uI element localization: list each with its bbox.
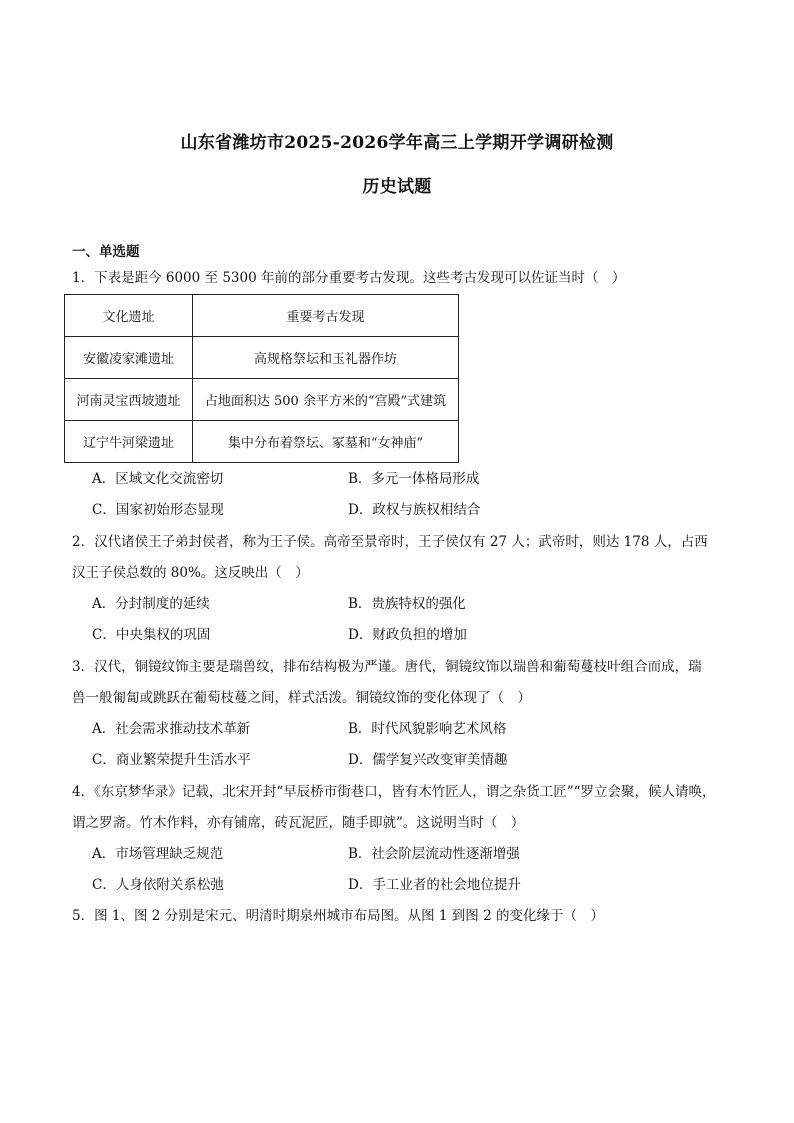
table-row: [65, 337, 459, 379]
question-5-stem: 5．图 1、图 2 分别是宋元、明清时期泉州城市布局图。从图 1 到图 2 的变化缘于（ ）: [72, 908, 604, 924]
question-2-stem-line: 汉王子侯总数的 80%。这反映出（ ）: [72, 565, 309, 581]
table-header-cell: 重要考古发现: [193, 295, 459, 337]
option-a: A．分封制度的延续: [92, 596, 210, 612]
table-row: [65, 421, 459, 463]
option-d: D．政权与族权相结合: [348, 502, 481, 518]
table-cell: 河南灵宝西坡遗址: [65, 379, 193, 421]
table-cell: 集中分布着祭坛、冢墓和“女神庙”: [193, 421, 459, 463]
question-1-stem: 1．下表是距今 6000 至 5300 年前的部分重要考古发现。这些考古发现可以佐证当时（ ）: [72, 270, 626, 286]
option-a: A．市场管理缺乏规范: [92, 846, 224, 862]
option-b: B．社会阶层流动性逐渐增强: [348, 846, 520, 862]
section-title: 一、单选题: [72, 244, 140, 260]
question-4-stem-line: 4．《东京梦华录》记载，北宋开封“早辰桥市街巷口，皆有木竹匠人，谓之杂货工匠”“罗立会聚，候人请唤，: [72, 784, 716, 800]
option-d: D．财政负担的增加: [348, 627, 467, 643]
table-row: [65, 379, 459, 421]
question-4-stem-line: 谓之罗斋。竹木作料，亦有铺席，砖瓦泥匠，随手即就”。这说明当时（ ）: [72, 815, 525, 831]
exam-subtitle: 历史试题: [362, 177, 432, 197]
question-2-stem-line: 2．汉代诸侯王子弟封侯者，称为王子侯。高帝至景帝时，王子侯仅有 27 人；武帝时，则达 178 人，占西: [72, 534, 708, 550]
table-cell: 安徽凌家滩遗址: [65, 337, 193, 379]
option-b: B．多元一体格局形成: [348, 471, 480, 487]
option-b: B．时代风貌影响艺术风格: [348, 721, 507, 737]
option-c: C．商业繁荣提升生活水平: [92, 752, 251, 768]
question-3-stem-line: 3．汉代，铜镜纹饰主要是瑞兽纹，排布结构极为严谨。唐代，铜镜纹饰以瑞兽和葡萄蔓枝叶组合而成，瑞: [72, 659, 702, 675]
table-cell: 辽宁牛河梁遗址: [65, 421, 193, 463]
exam-title: 山东省潍坊市2025-2026学年高三上学期开学调研检测: [180, 133, 614, 153]
table-cell: 高规格祭坛和玉礼器作坊: [193, 337, 459, 379]
table-header-cell: 文化遗址: [65, 295, 193, 337]
option-a: A．社会需求推动技术革新: [92, 721, 251, 737]
option-c: C．国家初始形态显现: [92, 502, 224, 518]
option-d: D．儒学复兴改变审美情趣: [348, 752, 508, 768]
option-c: C．人身依附关系松弛: [92, 877, 224, 893]
option-b: B．贵族特权的强化: [348, 596, 466, 612]
option-c: C．中央集权的巩固: [92, 627, 211, 643]
table-cell: 占地面积达 500 余平方米的“宫殿”式建筑: [193, 379, 459, 421]
option-a: A．区域文化交流密切: [92, 471, 224, 487]
archaeology-table: [64, 294, 459, 463]
option-d: D．手工业者的社会地位提升: [348, 877, 521, 893]
table-header-row: [65, 295, 459, 337]
question-3-stem-line: 兽一般匍匐或跳跃在葡萄枝蔓之间，样式活泼。铜镜纹饰的变化体现了（ ）: [72, 690, 531, 706]
